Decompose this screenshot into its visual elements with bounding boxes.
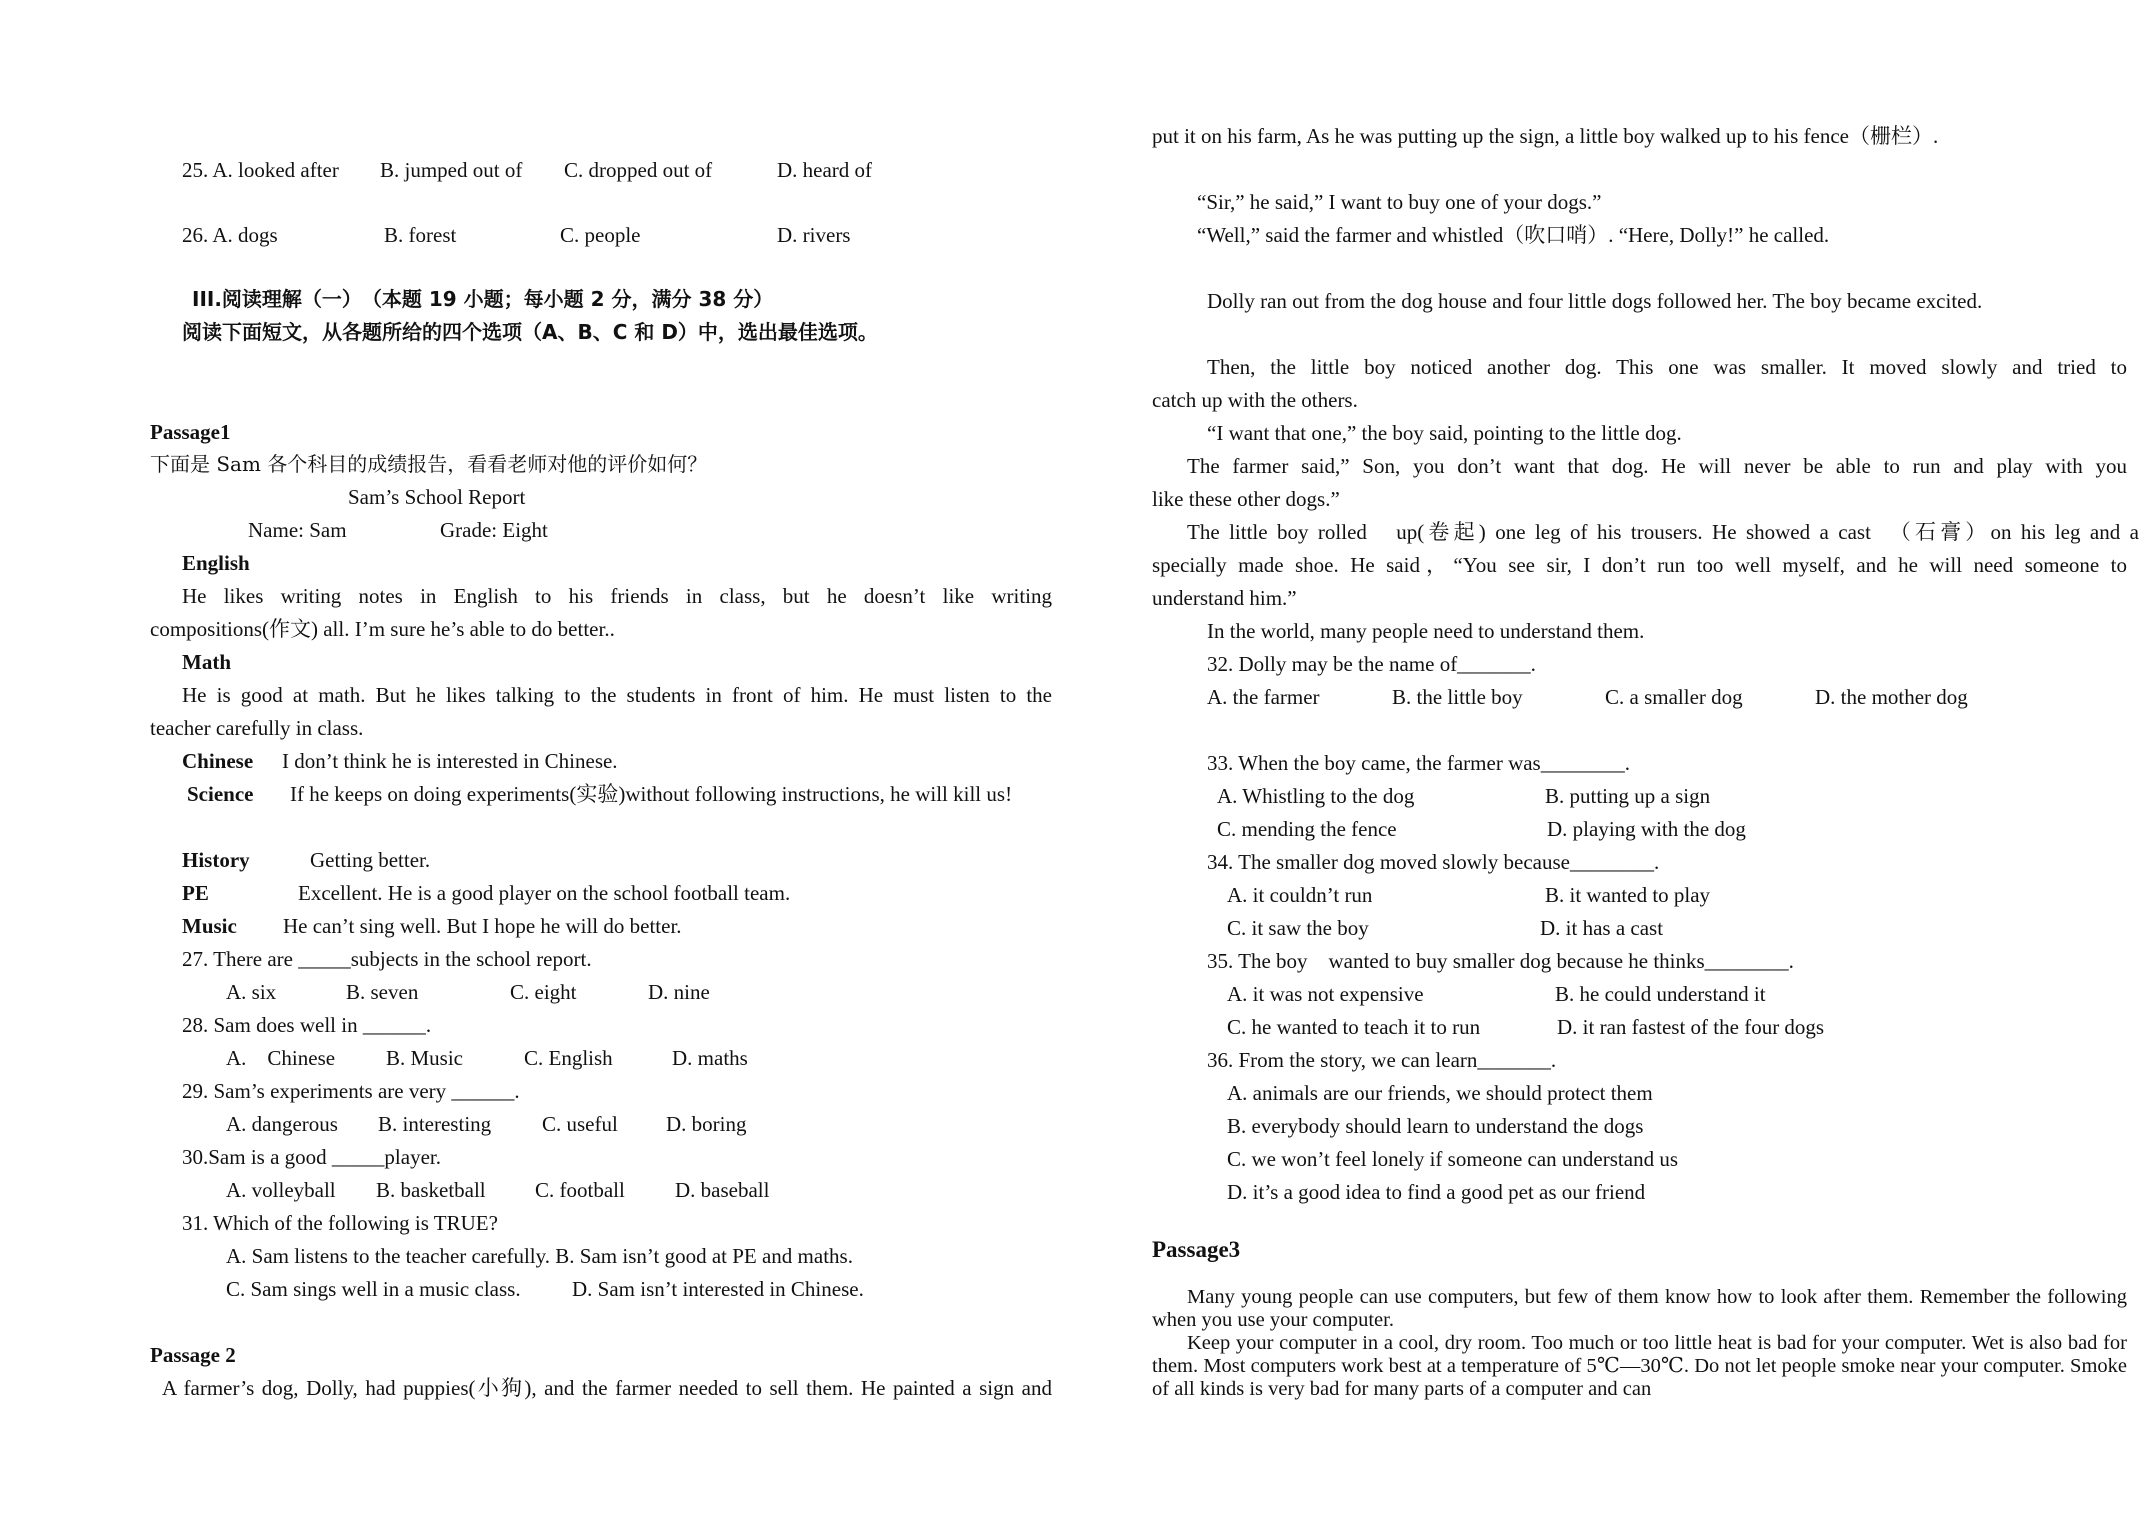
q33-option-d: D. playing with the dog <box>1547 817 1746 841</box>
q26-option-d: D. rivers <box>777 223 851 247</box>
q36-option-b: B. everybody should learn to understand the dogs <box>1227 1114 1644 1138</box>
history-label: History <box>182 848 250 872</box>
q36-stem: 36. From the story, we can learn_______. <box>1207 1048 1557 1072</box>
q36-option-d: D. it’s a good idea to find a good pet as our friend <box>1227 1180 1646 1204</box>
q35-option-a: A. it was not expensive <box>1227 982 1424 1006</box>
passage2-line-6b: catch up with the others. <box>1152 388 1358 412</box>
q28-stem: 28. Sam does well in ______. <box>182 1013 432 1037</box>
passage2-line-3: “Sir,” he said,” I want to buy one of your dogs.” <box>1197 190 1602 214</box>
q32-stem: 32. Dolly may be the name of_______. <box>1207 652 1536 676</box>
q28-option-b: B. Music <box>386 1046 464 1070</box>
passage2-line-7: “I want that one,” the boy said, pointing to the little dog. <box>1207 421 1682 445</box>
q29-option-a: A. dangerous <box>226 1112 338 1136</box>
q32-option-c: C. a smaller dog <box>1605 685 1743 709</box>
q27-stem: 27. There are _____subjects in the school report. <box>182 947 592 971</box>
q34-option-a: A. it couldn’t run <box>1227 883 1373 907</box>
science-label: Science <box>187 782 254 806</box>
passage2-line-9b: specially made shoe. He said，“You see sir, I don’t run too well myself, and he will need someone to <box>1152 553 2127 577</box>
math-line-2: teacher carefully in class. <box>150 716 364 740</box>
passage2-line-8b: like these other dogs.” <box>1152 487 1340 511</box>
q34-option-d: D. it has a cast <box>1540 916 1664 940</box>
q25-option-a: 25. A. looked after <box>182 158 339 182</box>
passage2-title: Passage 2 <box>150 1343 236 1367</box>
q34-option-c: C. it saw the boy <box>1227 916 1369 940</box>
q31-options-ab: A. Sam listens to the teacher carefully. B. Sam isn’t good at PE and maths. <box>226 1244 853 1268</box>
q27-option-a: A. six <box>226 980 277 1004</box>
report-name: Name: Sam <box>248 518 347 542</box>
q35-option-b: B. he could understand it <box>1555 982 1766 1006</box>
q29-stem: 29. Sam’s experiments are very ______. <box>182 1079 520 1103</box>
section-instructions: 阅读下面短文，从各题所给的四个选项（A、B、C 和 D）中，选出最佳选项。 <box>182 320 878 344</box>
q26-option-c: C. people <box>560 223 641 247</box>
q32-option-b: B. the little boy <box>1392 685 1523 709</box>
passage1-intro: 下面是 Sam 各个科目的成绩报告，看看老师对他的评价如何？ <box>150 452 708 476</box>
pe-comment: Excellent. He is a good player on the school football team. <box>298 881 791 905</box>
q26-option-b: B. forest <box>384 223 457 247</box>
passage2-line-8a: The farmer said,” Son, you don’t want that dog. He will never be able to run and play with you <box>1187 454 2127 478</box>
passage2-line-10: In the world, many people need to understand them. <box>1207 619 1645 643</box>
q26-option-a: 26. A. dogs <box>182 223 278 247</box>
q35-option-c: C. he wanted to teach it to run <box>1227 1015 1481 1039</box>
q30-option-b: B. basketball <box>376 1178 486 1202</box>
q28-option-d: D. maths <box>672 1046 748 1070</box>
science-comment: If he keeps on doing experiments(实验)without following instructions, he will kill us! <box>290 782 1013 806</box>
q35-stem: 35. The boy wanted to buy smaller dog because he thinks________. <box>1207 949 1794 973</box>
q27-option-d: D. nine <box>648 980 710 1004</box>
passage2-line-9c: understand him.” <box>1152 586 1297 610</box>
q34-stem: 34. The smaller dog moved slowly because________. <box>1207 850 1660 874</box>
q31-option-c: C. Sam sings well in a music class. <box>226 1277 521 1301</box>
music-label: Music <box>182 914 237 938</box>
q31-stem: 31. Which of the following is TRUE? <box>182 1211 498 1235</box>
q30-stem: 30.Sam is a good _____player. <box>182 1145 441 1169</box>
q28-option-c: C. English <box>524 1046 613 1070</box>
math-label: Math <box>182 650 231 674</box>
english-line-1: He likes writing notes in English to his friends in class, but he doesn’t like writing <box>182 584 1052 608</box>
passage2-line-5: Dolly ran out from the dog house and four little dogs followed her. The boy became excited. <box>1207 289 1983 313</box>
english-line-2: compositions(作文) all. I’m sure he’s able to do better.. <box>150 617 615 641</box>
passage3-title: Passage3 <box>1152 1237 1241 1262</box>
q36-option-a: A. animals are our friends, we should protect them <box>1227 1081 1653 1105</box>
q33-option-a: A. Whistling to the dog <box>1217 784 1415 808</box>
chinese-label: Chinese <box>182 749 254 773</box>
q30-option-d: D. baseball <box>675 1178 770 1202</box>
q25-option-b: B. jumped out of <box>380 158 523 182</box>
passage2-line-6a: Then, the little boy noticed another dog. This one was smaller. It moved slowly and tried to <box>1207 355 2127 379</box>
math-line-1: He is good at math. But he likes talking to the students in front of him. He must listen to the <box>182 683 1052 707</box>
q27-option-c: C. eight <box>510 980 577 1004</box>
passage2-line-9a: The little boy rolled up(卷起) one leg of his trousers. He showed a cast （石膏）on his leg and a <box>1187 520 2139 544</box>
q34-option-b: B. it wanted to play <box>1545 883 1711 907</box>
report-grade: Grade: Eight <box>440 518 548 542</box>
music-comment: He can’t sing well. But I hope he will do better. <box>283 914 682 938</box>
q27-option-b: B. seven <box>346 980 419 1004</box>
q25-option-d: D. heard of <box>777 158 873 182</box>
q28-option-a: A. Chinese <box>226 1046 336 1070</box>
q33-option-b: B. putting up a sign <box>1545 784 1711 808</box>
english-label: English <box>182 551 250 575</box>
passage2-line-1: A farmer’s dog, Dolly, had puppies(小狗), and the farmer needed to sell them. He painted a sign and <box>162 1376 1052 1400</box>
history-comment: Getting better. <box>310 848 431 872</box>
q31-option-d: D. Sam isn’t interested in Chinese. <box>572 1277 864 1301</box>
q36-option-c: C. we won’t feel lonely if someone can understand us <box>1227 1147 1678 1171</box>
chinese-comment: I don’t think he is interested in Chinese. <box>282 749 618 773</box>
passage2-line-2: put it on his farm, As he was putting up the sign, a little boy walked up to his fence（栅栏）. <box>1152 124 1939 148</box>
passage2-line-4: “Well,” said the farmer and whistled（吹口哨）. “Here, Dolly!” he called. <box>1197 223 1830 247</box>
q25-option-c: C. dropped out of <box>564 158 713 182</box>
passage1-title: Passage1 <box>150 420 231 444</box>
q33-stem: 33. When the boy came, the farmer was________. <box>1207 751 1630 775</box>
pe-label: PE <box>182 881 209 905</box>
q32-option-d: D. the mother dog <box>1815 685 1968 709</box>
passage3-paragraph-1: Many young people can use computers, but few of them know how to look after them. Remember the following when you use your computer. <box>1152 1286 2127 1331</box>
q35-option-d: D. it ran fastest of the four dogs <box>1557 1015 1825 1039</box>
q30-option-c: C. football <box>535 1178 625 1202</box>
q29-option-b: B. interesting <box>378 1112 492 1136</box>
passage3-paragraph-2: Keep your computer in a cool, dry room. Too much or too little heat is bad for your computer. Wet is also bad for them. Most computers work best at a temperature of 5℃—30℃. Do not let people smoke near your computer. Smoke of all kinds is very bad for many parts of a computer and can <box>1152 1332 2127 1400</box>
q29-option-c: C. useful <box>542 1112 618 1136</box>
q32-option-a: A. the farmer <box>1207 685 1320 709</box>
q29-option-d: D. boring <box>666 1112 747 1136</box>
section-title: III.阅读理解（一） （本题 19 小题；每小题 2 分，满分 38 分） <box>192 287 774 311</box>
report-title: Sam’s School Report <box>348 485 526 509</box>
q30-option-a: A. volleyball <box>226 1178 336 1202</box>
q33-option-c: C. mending the fence <box>1217 817 1397 841</box>
